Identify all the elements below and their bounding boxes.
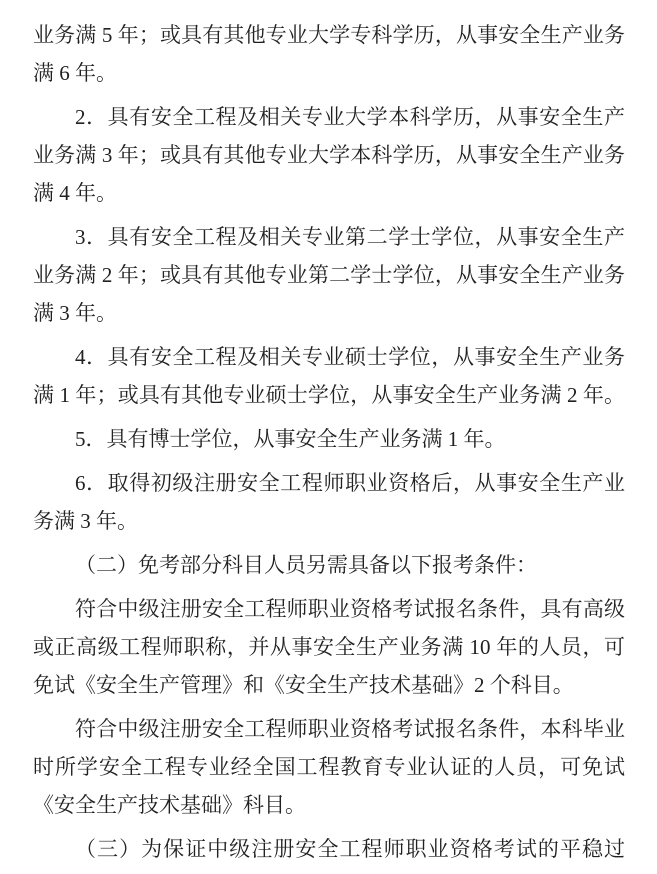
text-line: 《安全生产技术基础》科目。 — [33, 793, 306, 817]
text-line: 满 1 年；或具有其他专业硕士学位，从事安全生产业务满 2 年。 — [33, 383, 625, 407]
exemption-clause-2 — [33, 710, 625, 824]
text-line: 业务满 2 年；或具有其他专业第二学士学位，从事安全生产业务 — [33, 263, 625, 287]
document-body — [33, 16, 625, 874]
text-line: 符合中级注册安全工程师职业资格考试报名条件，具有高级 — [75, 597, 625, 621]
clause-1-continued — [33, 16, 625, 92]
exemption-clause-1 — [33, 590, 625, 704]
text-line: （三）为保证中级注册安全工程师职业资格考试的平稳过 — [75, 837, 625, 861]
text-line: 满 6 年。 — [33, 61, 117, 85]
text-line: 业务满 3 年；或具有其他专业大学本科学历，从事安全生产业务 — [33, 143, 625, 167]
text-line: 业务满 5 年；或具有其他专业大学专科学历，从事安全生产业务 — [33, 23, 625, 47]
text-line: （二）免考部分科目人员另需具备以下报考条件： — [75, 553, 537, 577]
clause-3 — [33, 218, 625, 332]
section-2-heading — [33, 546, 625, 584]
text-line: 或正高级工程师职称，并从事安全生产业务满 10 年的人员，可 — [33, 635, 625, 659]
text-line: 务满 3 年。 — [33, 509, 138, 533]
text-line: 6．取得初级注册安全工程师职业资格后，从事安全生产业 — [75, 471, 625, 495]
clause-4 — [33, 338, 625, 414]
section-3-intro — [33, 830, 625, 868]
text-line: 3．具有安全工程及相关专业第二学士学位，从事安全生产 — [75, 225, 625, 249]
clause-6 — [33, 464, 625, 540]
text-line: 免试《安全生产管理》和《安全生产技术基础》2 个科目。 — [33, 673, 574, 697]
text-line: 满 4 年。 — [33, 181, 117, 205]
clause-5 — [33, 420, 625, 458]
clause-2 — [33, 98, 625, 212]
text-line: 4．具有安全工程及相关专业硕士学位，从事安全生产业务 — [75, 345, 625, 369]
text-line: 符合中级注册安全工程师职业资格考试报名条件，本科毕业 — [75, 717, 625, 741]
text-line: 5．具有博士学位，从事安全生产业务满 1 年。 — [75, 427, 506, 451]
text-line: 满 3 年。 — [33, 301, 117, 325]
text-line: 时所学安全工程专业经全国工程教育专业认证的人员，可免试 — [33, 755, 625, 779]
text-line: 2．具有安全工程及相关专业大学本科学历，从事安全生产 — [75, 105, 625, 129]
